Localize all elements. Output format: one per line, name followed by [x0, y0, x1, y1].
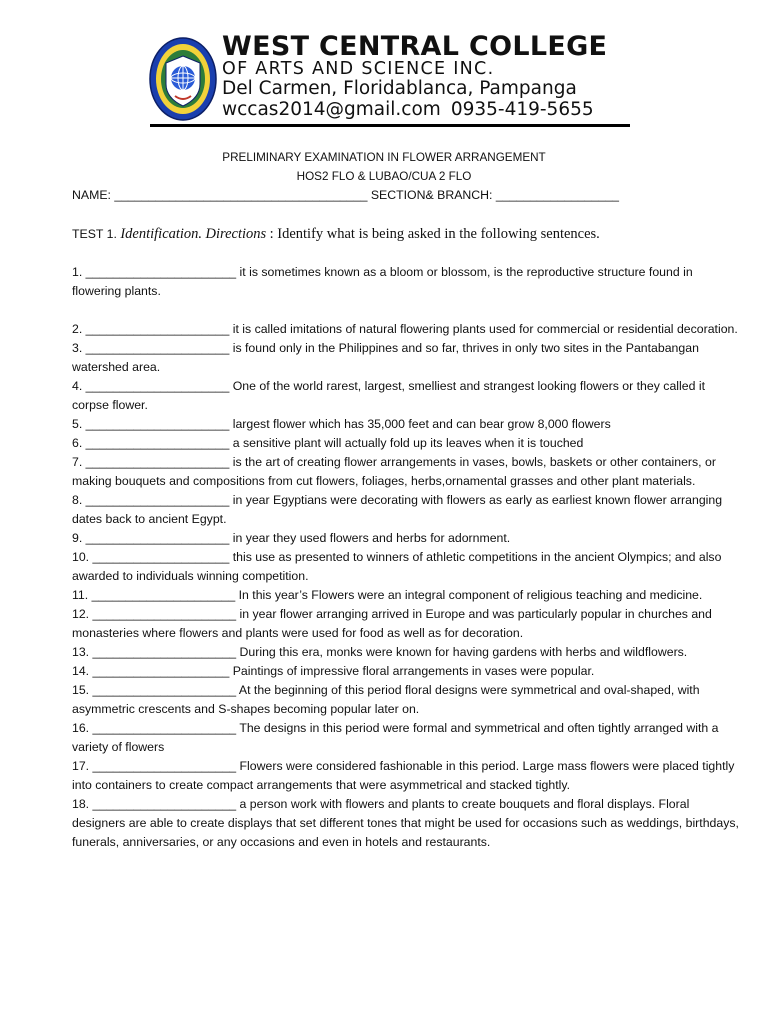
- exam-title: PRELIMINARY EXAMINATION IN FLOWER ARRANGEMENT: [222, 151, 546, 164]
- school-address: Del Carmen, Floridablanca, Pampanga: [222, 78, 577, 99]
- question-item: 1. ______________________ it is sometimes known as a bloom or blossom, is the reproductive structure found in flowering plants.: [72, 265, 693, 298]
- name-blank: _____________________________________: [114, 188, 368, 202]
- name-label: NAME:: [72, 188, 111, 202]
- question-item: 6. _____________________ a sensitive plant will actually fold up its leaves when it is touched: [72, 436, 584, 450]
- section-label: SECTION& BRANCH:: [370, 188, 493, 202]
- test1-type: Identification.: [120, 226, 203, 242]
- question-item: 5. _____________________ largest flower which has 35,000 feet and can bear grow 8,000 flowers: [72, 417, 611, 431]
- question-item: 9. _____________________ in year they used flowers and herbs for adornment.: [72, 531, 511, 545]
- test1-directions-label: Directions: [205, 226, 267, 242]
- header-divider: [150, 124, 630, 127]
- question-item: 13. _____________________ During this era, monks were known for having gardens with herbs and wildflowers.: [72, 645, 688, 659]
- question-list: [72, 263, 740, 852]
- name-section-row: [72, 188, 619, 202]
- question-item: 2. _____________________ it is called imitations of natural flowering plants used for commercial or residential decoration.: [72, 322, 738, 336]
- test1-header: [72, 226, 600, 243]
- school-phone: 0935-419-5655: [450, 99, 594, 120]
- question-item: 18. _____________________ a person work with flowers and plants to create bouquets and floral displays. Floral designers are able to create displays that set different tones that might be used for occasions such as weddings, birthdays, funerals, anniversaries, or any occasions and even in hotels and restaurants.: [72, 797, 739, 849]
- question-item: 8. _____________________ in year Egyptians were decorating with flowers as early as earliest known flower arranging dates back to ancient Egypt.: [72, 493, 723, 526]
- school-seal-logo: [148, 36, 218, 122]
- question-item: 7. _____________________ is the art of creating flower arrangements in vases, bowls, baskets or other containers, or making bouquets and compositions from cut flowers, foliages, herbs,ornamental grasses and other plant materials.: [72, 455, 716, 488]
- school-letterhead: [222, 32, 634, 124]
- school-email: wccas2014@gmail.com: [222, 99, 441, 120]
- school-subtitle: OF ARTS AND SCIENCE INC.: [222, 59, 495, 79]
- test1-directions: : Identify what is being asked in the following sentences.: [269, 226, 600, 242]
- question-item: 3. _____________________ is found only in the Philippines and so far, thrives in only two sites in the Pantabangan watershed area.: [72, 341, 699, 374]
- question-item: 12. _____________________ in year flower arranging arrived in Europe and was particularly popular in churches and monasteries where flowers and plants were used for food as well as for decoration.: [72, 607, 712, 640]
- school-contact: [222, 99, 604, 121]
- question-item: 11. _____________________ In this year’s Flowers were an integral component of religious teaching and medicine.: [72, 588, 703, 602]
- question-item: 15. _____________________ At the beginning of this period floral designs were symmetrical and oval-shaped, with asymmetric crescents and S-shapes becoming popular later on.: [72, 683, 700, 716]
- question-item: 14. ____________________ Paintings of impressive floral arrangements in vases were popular.: [72, 664, 595, 678]
- question-item: 17. _____________________ Flowers were considered fashionable in this period. Large mass flowers were placed tightly into containers to create compact arrangements that were asymmetrical and stacked tightly.: [72, 759, 735, 792]
- test1-label: TEST 1.: [72, 227, 117, 241]
- school-name: WEST CENTRAL COLLEGE: [222, 31, 608, 62]
- section-blank: __________________: [495, 188, 619, 202]
- exam-course: HOS2 FLO & LUBAO/CUA 2 FLO: [296, 170, 472, 183]
- question-item: 16. _____________________ The designs in this period were formal and symmetrical and often tightly arranged with a variety of flowers: [72, 721, 719, 754]
- question-item: 10. ____________________ this use as presented to winners of athletic competitions in the ancient Olympics; and also awarded to individuals winning competition.: [72, 550, 722, 583]
- question-item: 4. _____________________ One of the world rarest, largest, smelliest and strangest looking flowers or they called it corpse flower.: [72, 379, 705, 412]
